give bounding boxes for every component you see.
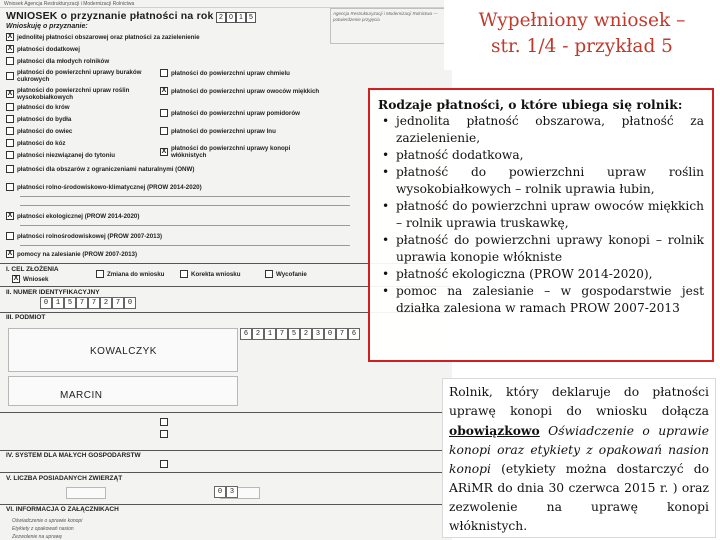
checkbox[interactable]: X <box>13 275 19 282</box>
option-label: płatności rolno-środowiskowo-klimatycznej (PROW 2014-2020) <box>17 183 202 191</box>
bullet-icon: • <box>382 148 390 162</box>
checkbox[interactable] <box>6 183 14 191</box>
cel-wniosek[interactable] <box>12 275 48 283</box>
checkbox[interactable]: X <box>7 45 13 52</box>
declaration-option[interactable] <box>160 430 171 438</box>
option-label: płatności do kóz <box>17 139 66 147</box>
section-male-gospodarstwa: IV. SYSTEM DLA MAŁYCH GOSPODARSTW <box>6 452 141 459</box>
divider <box>20 225 350 226</box>
checkbox[interactable] <box>6 72 14 80</box>
divider <box>20 245 350 246</box>
nip-cells[interactable] <box>240 328 360 340</box>
small-farm-option[interactable] <box>160 460 171 468</box>
count-digit: 0 <box>214 486 226 498</box>
slide-title-line2: str. 1/4 - przykład 5 <box>491 36 673 57</box>
year-digit: 2 <box>216 12 226 23</box>
checkbox[interactable] <box>6 103 14 111</box>
bullet-icon: • <box>382 114 390 128</box>
attachment-item: Etykiety z opakowań nasion <box>12 526 74 532</box>
id-digit: 7 <box>76 297 88 309</box>
checkbox[interactable]: X <box>7 250 13 257</box>
section-zalaczniki: VI. INFORMACJA O ZAŁĄCZNIKACH <box>6 506 119 513</box>
option-wysokobialkowe[interactable] <box>6 87 166 101</box>
list-item-text: płatność ekologiczna (PROW 2014-2020), <box>396 267 653 281</box>
list-item <box>378 283 704 317</box>
id-number-cells[interactable] <box>40 297 136 309</box>
option-label: Korekta wniosku <box>191 270 241 278</box>
list-item <box>378 266 704 283</box>
nip-digit: 2 <box>252 328 264 340</box>
option-label: płatności ekologicznej (PROW 2014-2020) <box>17 212 140 220</box>
checkbox[interactable] <box>6 115 14 123</box>
cel-korekta[interactable] <box>180 270 250 278</box>
option-label: płatności dodatkowej <box>17 45 80 53</box>
list-item-text: płatność do powierzchni upraw roślin wysokobiałkowych – rolnik uprawia łubin, <box>396 165 704 196</box>
note-text: Rolnik, który deklaruje do płatności uprawę konopi do wniosku dołącza <box>449 385 709 418</box>
note-italic: Oświadczenie o uprawie konopi oraz etykiety z opakowań nasion konopi <box>449 424 709 476</box>
list-item <box>378 113 704 147</box>
option-bydlo[interactable] <box>6 115 71 123</box>
option-label: płatności dla obszarów z ograniczeniami naturalnymi (ONW) <box>17 165 195 173</box>
cel-zmiana[interactable] <box>96 270 166 278</box>
payment-types-callout <box>368 88 714 362</box>
cel-wycofanie[interactable] <box>265 270 335 278</box>
checkbox[interactable] <box>6 57 14 65</box>
year-digit: 1 <box>236 12 246 23</box>
option-rolnosrodowiskowa[interactable] <box>6 232 366 240</box>
option-len[interactable] <box>160 127 320 135</box>
nip-digit: 0 <box>324 328 336 340</box>
note-text: (etykiety można dostarczyć do ARiMR do dnia 30 czerwca 2015 r. ) oraz zezwolenie na uprawę konopi włóknistych. <box>449 462 709 533</box>
option-dodatkowa[interactable] <box>6 45 80 53</box>
id-digit: 5 <box>64 297 76 309</box>
nip-digit: 6 <box>240 328 252 340</box>
option-krowy[interactable] <box>6 103 70 111</box>
checkbox[interactable]: X <box>7 33 13 40</box>
agency-stamp-box: Agencja Restrukturyzacji i Modernizacji Rolnictwa — potwierdzenie przyjęcia <box>330 8 448 44</box>
section-zwierzeta: V. LICZBA POSIADANYCH ZWIERZĄT <box>6 475 123 482</box>
option-label: płatności do powierzchni upraw pomidorów <box>171 109 300 117</box>
checkbox[interactable] <box>160 430 168 438</box>
nip-digit: 1 <box>264 328 276 340</box>
option-label: płatności rolnośrodowiskowej (PROW 2007-2013) <box>17 232 163 240</box>
note-emphasis: obowiązkowo <box>449 423 540 438</box>
option-label: płatności do owiec <box>17 127 73 135</box>
checkbox[interactable] <box>160 127 168 135</box>
checkbox[interactable] <box>6 127 14 135</box>
nip-digit: 7 <box>276 328 288 340</box>
section-rule <box>0 472 452 473</box>
attachment-item: Zezwolenie na uprawę <box>12 534 63 540</box>
option-owce[interactable] <box>6 127 72 135</box>
section-id: II. NUMER IDENTYFIKACYJNY <box>6 289 100 296</box>
option-chmiel[interactable] <box>160 69 320 77</box>
option-label: płatności do powierzchni upraw chmielu <box>171 69 290 77</box>
checkbox[interactable] <box>6 232 14 240</box>
option-label: Wniosek <box>23 275 49 283</box>
option-rsk[interactable] <box>6 183 366 191</box>
bullet-icon: • <box>382 199 390 213</box>
form-title: WNIOSEK o przyznanie płatności na rok <box>6 10 214 22</box>
section-podmiot: III. PODMIOT <box>6 314 46 321</box>
section-rule <box>0 412 452 413</box>
checkbox[interactable]: X <box>161 87 167 94</box>
id-digit: 1 <box>52 297 64 309</box>
list-item <box>378 164 704 198</box>
firstname-field[interactable] <box>8 376 238 406</box>
option-jpo[interactable] <box>6 33 200 41</box>
bullet-icon: • <box>382 233 390 247</box>
option-onw[interactable] <box>6 165 366 173</box>
slide-title <box>444 0 720 70</box>
bullet-icon: • <box>382 267 390 281</box>
option-label: jednolitej płatności obszarowej oraz płatności za zazielenienie <box>17 33 200 41</box>
list-item <box>378 198 704 232</box>
divider <box>20 205 350 206</box>
checkbox[interactable] <box>6 151 14 159</box>
checkbox[interactable] <box>96 270 104 278</box>
nip-digit: 6 <box>348 328 360 340</box>
option-label: płatności do powierzchni uprawy buraków cukrowych <box>17 69 142 83</box>
surname-value: KOWALCZYK <box>90 346 157 357</box>
form-subtitle: Wnioskuję o przyznanie: <box>6 23 88 30</box>
list-item-text: płatność do powierzchni upraw owoców miękkich – rolnik uprawia truskawkę, <box>396 199 704 230</box>
option-mlodzi[interactable] <box>6 57 109 65</box>
option-label: Wycofanie <box>276 270 307 278</box>
bullet-icon: • <box>382 165 390 179</box>
callout-heading: Rodzaje płatności, o które ubiega się rolnik: <box>378 97 683 112</box>
option-label: płatności do powierzchni upraw roślin wysokobiałkowych <box>17 87 130 101</box>
checkbox[interactable] <box>6 139 14 147</box>
checkbox[interactable] <box>160 69 168 77</box>
year-digits <box>216 12 256 23</box>
section-rule <box>0 504 452 505</box>
id-digit: 7 <box>88 297 100 309</box>
option-zalesianie[interactable] <box>6 250 366 258</box>
option-pomidory[interactable] <box>160 109 320 117</box>
count-digit: 3 <box>226 486 238 498</box>
list-item-text: płatność dodatkowa, <box>396 148 524 162</box>
option-konopie[interactable] <box>160 145 320 159</box>
nip-digit: 5 <box>288 328 300 340</box>
payment-types-list <box>378 113 704 317</box>
list-item <box>378 147 704 164</box>
option-label: płatności do bydła <box>17 115 72 123</box>
option-kozy[interactable] <box>6 139 65 147</box>
checkbox[interactable]: X <box>161 148 167 155</box>
option-label: płatności niezwiązanej do tytoniu <box>17 151 115 159</box>
checkbox[interactable] <box>160 418 168 426</box>
nip-digit: 3 <box>312 328 324 340</box>
firstname-value: MARCIN <box>60 390 103 401</box>
animal-count-field[interactable] <box>66 487 106 499</box>
list-item-text: pomoc na zalesianie – w gospodarstwie jest działka zalesiona w ramach PROW 2007-2013 <box>396 284 704 315</box>
nip-digit: 7 <box>336 328 348 340</box>
year-digit: 0 <box>226 12 236 23</box>
option-label: płatności do krów <box>17 103 70 111</box>
id-digit: 0 <box>40 297 52 309</box>
id-digit: 2 <box>100 297 112 309</box>
checkbox[interactable]: X <box>7 212 13 219</box>
divider <box>20 196 350 197</box>
checkbox[interactable] <box>160 460 168 468</box>
year-digit: 5 <box>246 12 256 23</box>
option-tyton[interactable] <box>6 151 115 159</box>
bullet-icon: • <box>382 284 390 298</box>
option-label: płatności do powierzchni upraw owoców miękkich <box>171 87 320 95</box>
id-digit: 7 <box>112 297 124 309</box>
hemp-note <box>442 378 716 538</box>
option-label: płatności do powierzchni upraw lnu <box>171 127 276 135</box>
option-owoce-miekkie[interactable] <box>160 87 320 95</box>
section-cel: I. CEL ZŁOŻENIA <box>6 266 59 273</box>
form-top-strip: Wniosek Agencja Restrukturyzacji i Modernizacji Rolnictwa <box>0 0 452 8</box>
checkbox[interactable] <box>265 270 273 278</box>
option-buraki[interactable] <box>6 69 166 83</box>
option-label: płatności dla młodych rolników <box>17 57 110 65</box>
option-label: Zmiana do wniosku <box>107 270 165 278</box>
slide-title-line1: Wypełniony wniosek – <box>478 10 686 31</box>
list-item-text: płatność do powierzchni uprawy konopi – rolnik uprawia konopie włókniste <box>396 233 704 264</box>
option-label: płatności do powierzchni uprawy konopi włóknistych <box>171 145 291 159</box>
list-item <box>378 232 704 266</box>
option-ekologiczna[interactable] <box>6 212 366 220</box>
attachment-item: Oświadczenie o uprawie konopi <box>12 518 83 524</box>
checkbox[interactable] <box>160 109 168 117</box>
option-label: pomocy na zalesianie (PROW 2007-2013) <box>17 250 138 258</box>
checkbox[interactable] <box>6 165 14 173</box>
declaration-option[interactable] <box>160 418 171 426</box>
checkbox[interactable] <box>180 270 188 278</box>
nip-digit: 2 <box>300 328 312 340</box>
id-digit: 0 <box>124 297 136 309</box>
checkbox[interactable]: X <box>7 90 13 97</box>
attachments-count[interactable] <box>214 486 238 498</box>
section-rule <box>0 450 452 451</box>
list-item-text: jednolita płatność obszarowa, płatność za zazielenienie, <box>396 114 704 145</box>
